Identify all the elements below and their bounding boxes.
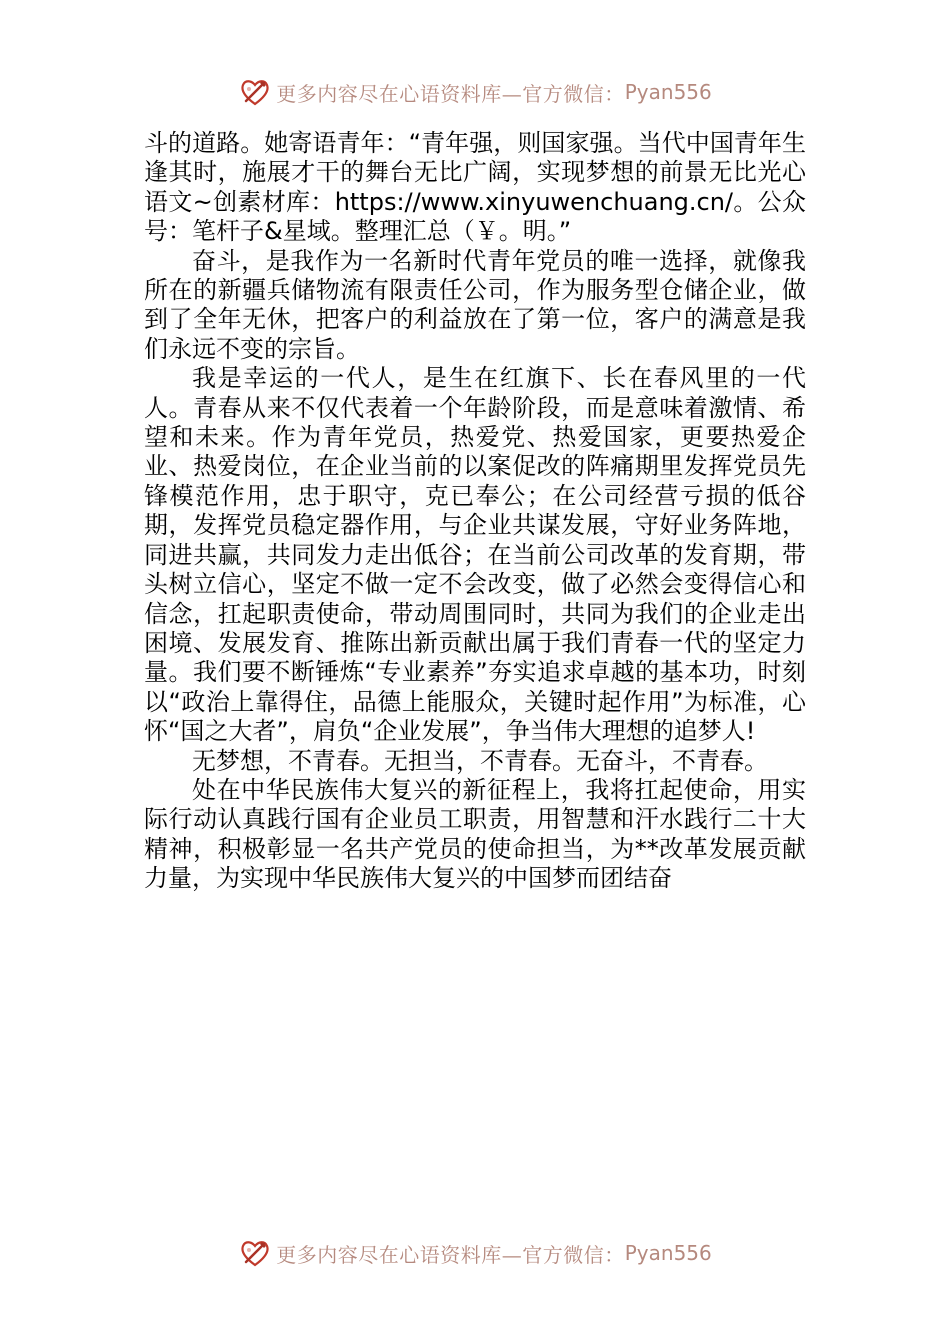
paragraph-2: 奋斗，是我作为一名新时代青年党员的唯一选择，就像我所在的新疆兵储物流有限责任公司，作为服务型仓储企业，做到了全年无休，把客户的利益放在了第一位，客户的满意是我们永远不变的宗旨。 (144, 246, 806, 363)
header-wechat-id: Pyan556 (624, 80, 712, 104)
header-banner-text: 更多内容尽在心语资料库—官方微信： (276, 81, 625, 106)
header-banner (0, 72, 950, 112)
paragraph-1: 斗的道路。她寄语青年：“青年强，则国家强。当代中国青年生逢其时，施展才干的舞台无比广阔，实现梦想的前景无比光心语文~创素材库：https://www.xinyuwenchuang.cn/。公众号：笔杆子&星域。整理汇总（￥。明。” (144, 129, 806, 246)
footer-banner (0, 1233, 950, 1273)
paragraph-5: 处在中华民族伟大复兴的新征程上，我将扛起使命，用实际行动认真践行国有企业员工职责，用智慧和汗水践行二十大精神，积极彰显一名共产党员的使命担当，为**改革发展贡献力量，为实现中华民族伟大复兴的中国梦而团结奋 (144, 775, 806, 893)
footer-banner-text: 更多内容尽在心语资料库—官方微信： (276, 1242, 625, 1267)
paragraph-4: 无梦想，不青春。无担当，不青春。无奋斗，不青春。 (192, 746, 768, 775)
document-body (144, 129, 806, 894)
heart-pen-logo-icon (238, 75, 272, 109)
paragraph-3: 我是幸运的一代人，是生在红旗下、长在春风里的一代人。青春从来不仅代表着一个年龄阶段，而是意味着激情、希望和未来。作为青年党员，热爱党、热爱国家，更要热爱企业、热爱岗位，在企业当前的以案促改的阵痛期里发挥党员先锋模范作用，忠于职守，克已奉公；在公司经营亏损的低谷期，发挥党员稳定器作用，与企业共谋发展，守好业务阵地，同进共赢，共同发力走出低谷；在当前公司改革的发育期，带头树立信心，坚定不做一定不会改变，做了必然会变得信心和信念，扛起职责使命，带动周围同时，共同为我们的企业走出困境、发展发育、推陈出新贡献出属于我们青春一代的坚定力量。我们要不断锤炼“专业素养”夯实追求卓越的基本功，时刻以“政治上靠得住，品德上能服众，关键时起作用”为标准，心怀“国之大者”，肩负“企业发展”，争当伟大理想的追梦人! (144, 364, 806, 746)
footer-wechat-id: Pyan556 (624, 1241, 712, 1265)
heart-pen-logo-icon (238, 1236, 272, 1270)
